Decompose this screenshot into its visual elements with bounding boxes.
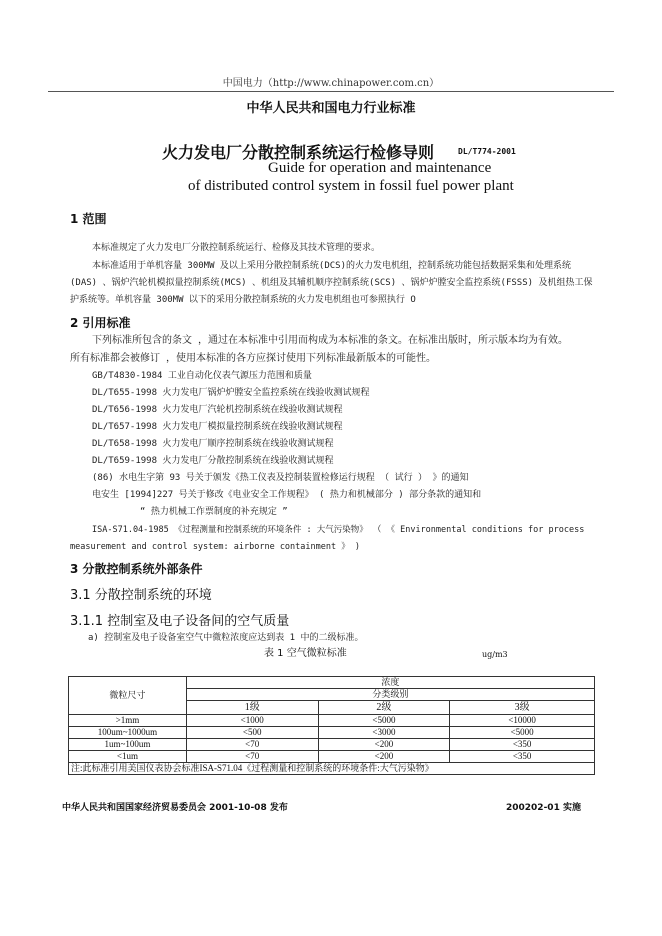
table-row (69, 677, 595, 689)
value-cell: <70 (186, 739, 318, 751)
section1-para2-line3: 护系统等。单机容量 300MW 以下的采用分散控制系统的火力发电机组也可参照执行 O (70, 295, 416, 305)
subsection-3-1-1: 3.1.1 控制室及电子设备间的空气质量 (70, 614, 290, 629)
document-title: 火力发电厂分散控制系统运行检修导则 (162, 143, 435, 162)
row-header-cell: 微粒尺寸 (69, 677, 187, 715)
section2-heading: 2 引用标准 (70, 316, 131, 330)
size-cell: <1um (69, 751, 187, 763)
value-cell: <1000 (186, 715, 318, 727)
value-cell: <500 (186, 727, 318, 739)
table-unit: ug/m3 (482, 650, 508, 659)
effective-line: 200202-01 实施 (506, 803, 581, 813)
section1-para2-line1: 本标准适用于单机容量 300MW 及以上采用分散控制系统(DCS)的火力发电机组，控制系统功能包括数据采集和处理系统 (92, 261, 572, 271)
document-code: DL/T774-2001 (458, 147, 516, 156)
column-header-main: 浓度 (186, 677, 594, 689)
table-row (69, 751, 595, 763)
ref-item: DL/T656-1998 火力发电厂汽轮机控制系统在线验收测试规程 (92, 405, 343, 415)
section1-heading: 1 范围 (70, 212, 107, 226)
grade-header: 2级 (318, 701, 450, 715)
value-cell: <200 (318, 739, 450, 751)
size-cell: >1mm (69, 715, 187, 727)
english-title-line2: of distributed control system in fossil fuel power plant (188, 178, 514, 194)
grade-header: 1级 (186, 701, 318, 715)
value-cell: <350 (450, 739, 595, 751)
ref-isa-line2: measurement and control system: airborne containment 》 ) (70, 542, 360, 552)
value-cell: <200 (318, 751, 450, 763)
table-row (69, 739, 595, 751)
ref-isa-line1: ISA-S71.04-1985 《过程测量和控制系统的环境条件 : 大气污染物》 （ 《 Environmental conditions for process (92, 525, 585, 535)
section1-para2-line2: (DAS) 、锅炉汽轮机模拟量控制系统(MCS) 、机组及其辅机顺序控制系统(SCS) 、锅炉炉膛安全监控系统(FSSS) 及机组热工保 (70, 278, 593, 288)
ref-item: DL/T659-1998 火力发电厂分散控制系统在线验收测试规程 (92, 456, 334, 466)
table-row (69, 727, 595, 739)
table-row (69, 763, 595, 775)
value-cell: <70 (186, 751, 318, 763)
value-cell: <10000 (450, 715, 595, 727)
size-cell: 100um~1000um (69, 727, 187, 739)
item-a: a) 控制室及电子设备室空气中微粒浓度应达到表 1 中的二级标准。 (88, 633, 364, 643)
size-cell: 1um~100um (69, 739, 187, 751)
value-cell: <350 (450, 751, 595, 763)
issuer-line: 中华人民共和国国家经济贸易委员会 2001-10-08 发布 (62, 803, 288, 813)
subsection-3-1: 3.1 分散控制系统的环境 (70, 588, 212, 603)
ref-item: “ 热力机械工作票制度的补充规定 ” (140, 507, 288, 517)
english-title-line1: Guide for operation and maintenance (268, 160, 492, 176)
ref-item: (86) 水电生字第 93 号关于颁发《热工仪表及控制装置检修运行规程 （ 试行 ） 》的通知 (92, 473, 469, 483)
section3-heading: 3 分散控制系统外部条件 (70, 562, 203, 576)
table-row (69, 715, 595, 727)
value-cell: <5000 (450, 727, 595, 739)
table-caption: 表 1 空气微粒标准 (264, 648, 347, 659)
standard-title: 中华人民共和国电力行业标准 (246, 101, 416, 116)
particle-table (68, 676, 595, 775)
ref-item: DL/T655-1998 火力发电厂锅炉炉膛安全监控系统在线验收测试规程 (92, 388, 370, 398)
section1-para1: 本标准规定了火力发电厂分散控制系统运行、检修及其技术管理的要求。 (92, 243, 381, 253)
ref-item: 电安生 [1994]227 号关于修改《电业安全工作规程》 ( 热力和机械部分 ) 部分条款的通知和 (92, 490, 482, 500)
section2-intro-line2: 所有标准都会被修订 ，使用本标准的各方应探讨使用下列标准最新版本的可能性。 (70, 353, 437, 364)
column-header-sub: 分类级别 (186, 689, 594, 701)
ref-item: DL/T657-1998 火力发电厂模拟量控制系统在线验收测试规程 (92, 422, 343, 432)
ref-item: DL/T658-1998 火力发电厂顺序控制系统在线验收测试规程 (92, 439, 334, 449)
value-cell: <3000 (318, 727, 450, 739)
grade-header: 3级 (450, 701, 595, 715)
ref-item: GB/T4830-1984 工业自动化仪表气源压力范围和质量 (92, 371, 312, 381)
table-note: 注:此标准引用美国仪表协会标准ISA-S71.04《过程测量和控制系统的环境条件:大气污染物》 (69, 763, 595, 775)
section2-intro-line1: 下列标准所包含的条文 ，通过在本标准中引用而构成为本标准的条文。在标准出版时，所示版本均为有效。 (92, 335, 569, 346)
header-rule (48, 91, 614, 92)
site-header: 中国电力（http://www.chinapower.com.cn） (222, 78, 440, 89)
value-cell: <5000 (318, 715, 450, 727)
